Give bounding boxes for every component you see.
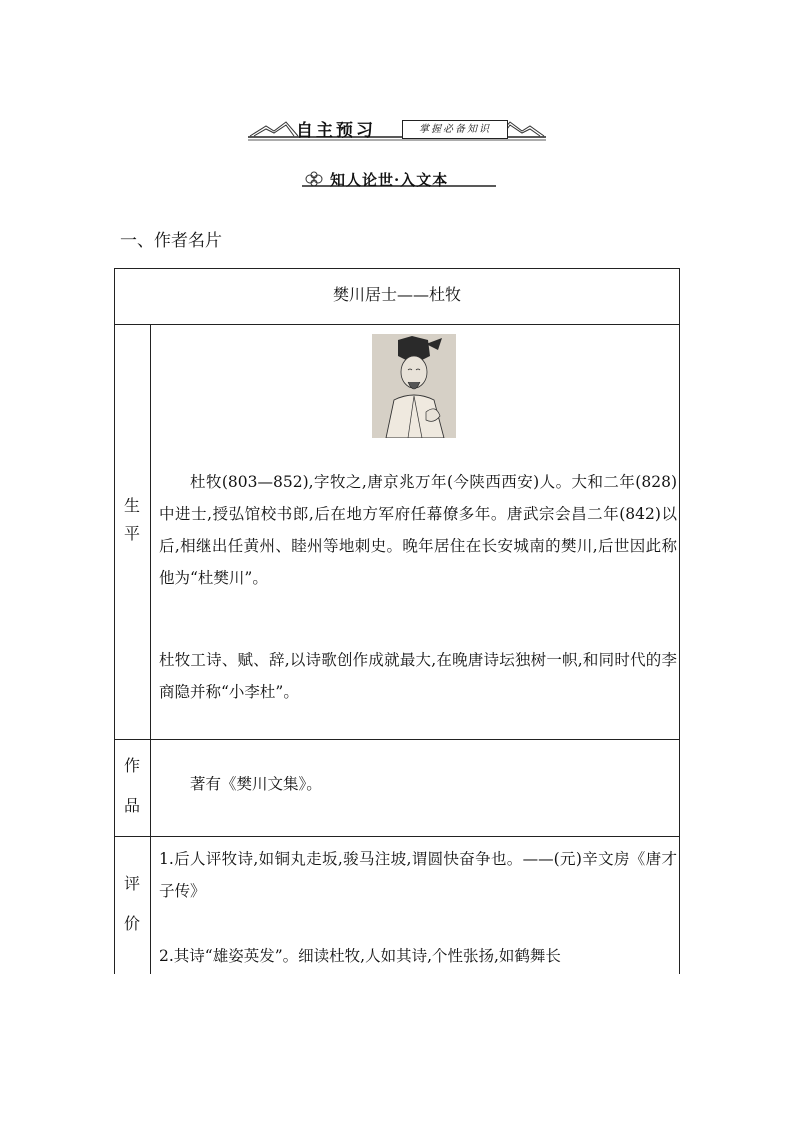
banner-subtitle: 掌握必备知识 [402, 120, 508, 139]
table-divider [114, 836, 680, 837]
label-char: 作 [123, 756, 140, 775]
row-label-evaluation [114, 864, 150, 944]
evaluation-item: 1.后人评牧诗,如铜丸走坂,骏马注坡,谓圆快奋争也。——(元)辛文房《唐才子传》 [159, 850, 677, 900]
sub-banner-title: 知人论世·入文本 [330, 171, 449, 189]
life-paragraph: 杜牧(803—852),字牧之,唐京兆万年(今陕西西安)人。大和二年(828)中进士,授弘馆校书郎,后在地方军府任幕僚多年。唐武宗会昌二年(842)以后,相继出任黄州、睦州等地刺史。晚年居住在长安城南的樊川,后世因此称他为“杜樊川”。 [159, 473, 677, 587]
evaluation-item: 2.其诗“雄姿英发”。细读杜牧,人如其诗,个性张扬,如鹤舞长 [159, 947, 561, 965]
works-paragraph: 著有《樊川文集》。 [190, 775, 322, 793]
label-char: 评 [123, 874, 140, 893]
table-column-divider [150, 324, 151, 974]
label-char: 平 [123, 524, 140, 543]
label-char: 生 [123, 496, 140, 515]
label-char: 价 [123, 914, 140, 933]
life-paragraph: 杜牧工诗、赋、辞,以诗歌创作成就最大,在晚唐诗坛独树一帜,和同时代的李商隐并称“小李杜”。 [159, 651, 677, 701]
banner-title: 自主预习 [296, 121, 376, 141]
card-title: 樊川居士——杜牧 [332, 285, 461, 304]
row-label-life [114, 492, 150, 548]
row-label-works [114, 746, 150, 826]
section-heading: 一、作者名片 [120, 231, 222, 251]
table-divider [114, 739, 680, 740]
author-portrait-image [372, 334, 456, 438]
table-divider [114, 324, 680, 325]
label-char: 品 [123, 796, 140, 815]
